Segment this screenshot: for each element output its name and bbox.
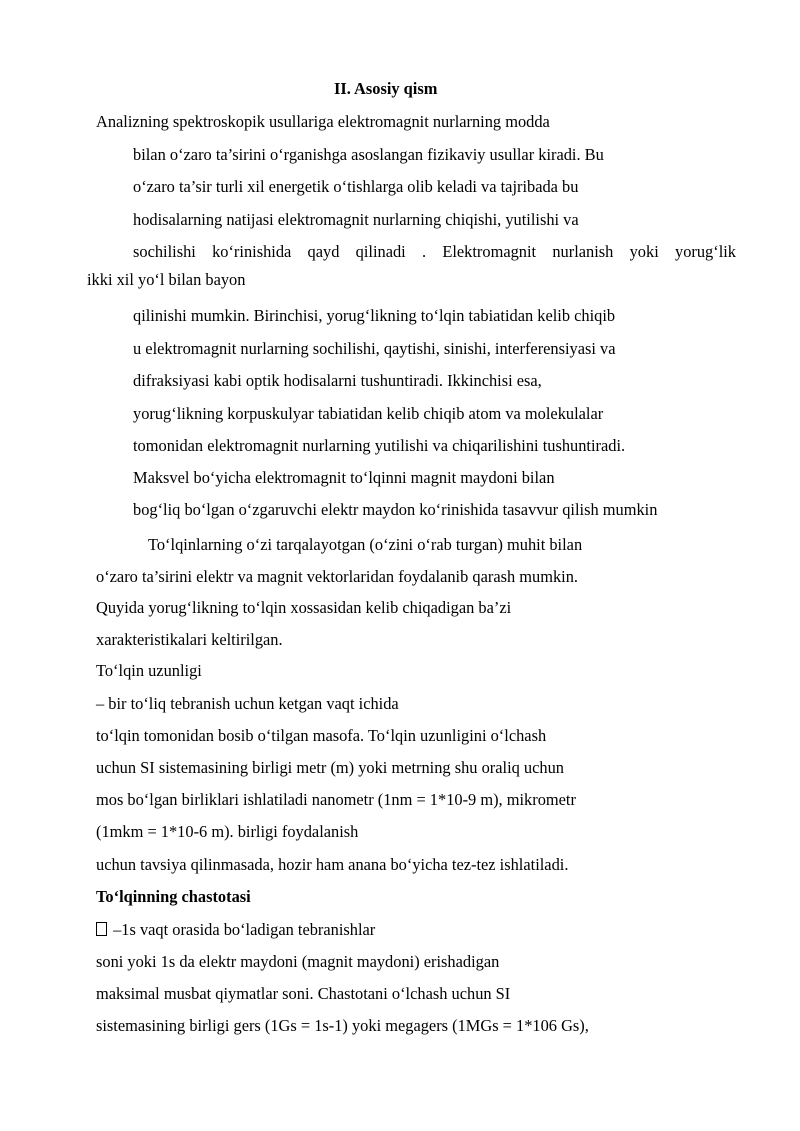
text-line: sistemasining birligi gers (1Gs = 1s-1) yoki megagers (1MGs = 1*106 Gs), — [96, 1016, 589, 1035]
text-line: To‘lqinlarning o‘zi tarqalayotgan (o‘zini o‘rab turgan) muhit bilan — [148, 535, 583, 554]
text-line: yorug‘likning korpuskulyar tabiatidan kelib chiqib atom va molekulalar — [133, 404, 604, 423]
text-line: To‘lqin uzunligi — [96, 661, 202, 680]
text-line: u elektromagnit nurlarning sochilishi, qaytishi, sinishi, interferensiyasi va — [133, 339, 616, 358]
text-line: o‘zaro ta’sirini elektr va magnit vektorlaridan foydalanib qarash mumkin. — [96, 567, 579, 586]
text-span: –1s vaqt orasida bo‘ladigan tebranishlar — [109, 920, 376, 939]
text-line: tomonidan elektromagnit nurlarning yutilishi va chiqarilishini tushuntiradi. — [133, 436, 626, 455]
text-line: xarakteristikalari keltirilgan. — [96, 630, 283, 649]
text-line: difraksiyasi kabi optik hodisalarni tushuntiradi. Ikkinchisi esa, — [133, 371, 542, 390]
text-line: bilan o‘zaro ta’sirini o‘rganishga asoslangan fizikaviy usullar kiradi. Bu — [133, 145, 604, 164]
text-line: maksimal musbat qiymatlar soni. Chastotani o‘lchash uchun SI — [96, 984, 511, 1003]
text-line: uchun tavsiya qilinmasada, hozir ham anana bo‘yicha tez-tez ishlatiladi. — [96, 855, 569, 874]
section-heading: II. Asosiy qism — [334, 79, 438, 98]
subheading: To‘lqinning chastotasi — [96, 887, 251, 906]
text-line: bog‘liq bo‘lgan o‘zgaruvchi elektr maydon ko‘rinishida tasavvur qilish mumkin — [133, 500, 658, 519]
text-line: uchun SI sistemasining birligi metr (m) yoki metrning shu oraliq uchun — [96, 758, 564, 777]
text-line: Analizning spektroskopik usullariga elektromagnit nurlarning modda — [96, 112, 550, 131]
missing-glyph-icon — [96, 922, 107, 936]
text-line: hodisalarning natijasi elektromagnit nurlarning chiqishi, yutilishi va — [133, 210, 579, 229]
text-line: to‘lqin tomonidan bosib o‘tilgan masofa. To‘lqin uzunligini o‘lchash — [96, 726, 547, 745]
text-line: – bir to‘liq tebranish uchun ketgan vaqt ichida — [96, 694, 399, 713]
text-line: Maksvel bo‘yicha elektromagnit to‘lqinni magnit maydoni bilan — [133, 468, 555, 487]
text-line: (1mkm = 1*10-6 m). birligi foydalanish — [96, 822, 359, 841]
text-line: Quyida yorug‘likning to‘lqin xossasidan kelib chiqadigan ba’zi — [96, 598, 512, 617]
text-line: ikki xil yo‘l bilan bayon — [87, 270, 246, 289]
text-line: mos bo‘lgan birliklari ishlatiladi nanometr (1nm = 1*10-9 m), mikrometr — [96, 790, 576, 809]
text-line: sochilishi ko‘rinishida qayd qilinadi . Elektromagnit nurlanish yoki yorug‘lik — [133, 242, 736, 261]
text-line: qilinishi mumkin. Birinchisi, yorug‘likning to‘lqin tabiatidan kelib chiqib — [133, 306, 616, 325]
text-line: o‘zaro ta’sir turli xil energetik o‘tishlarga olib keladi va tajribada bu — [133, 177, 579, 196]
text-line: soni yoki 1s da elektr maydoni (magnit maydoni) erishadigan — [96, 952, 500, 971]
text-line — [96, 920, 375, 940]
